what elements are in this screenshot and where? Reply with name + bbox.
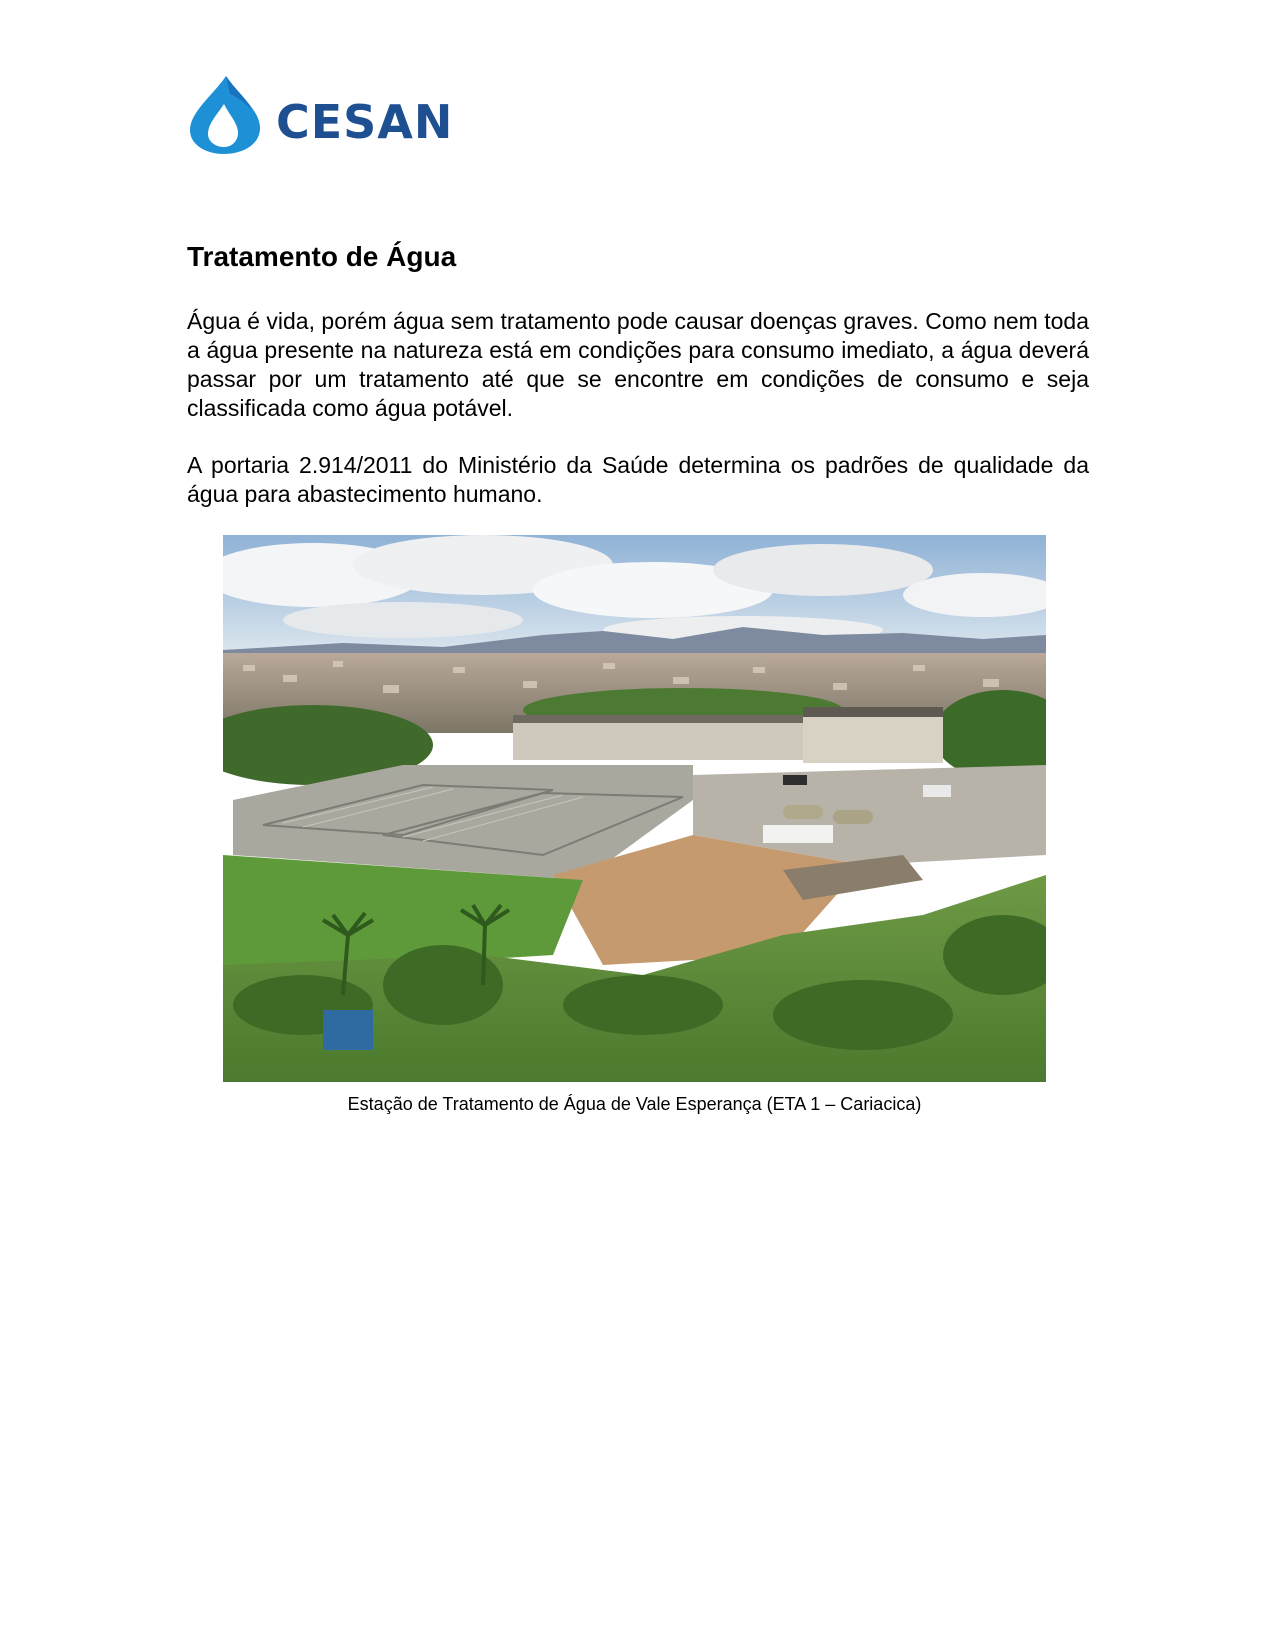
treatment-plant-photo — [223, 535, 1046, 1082]
regulation-paragraph: A portaria 2.914/2011 do Ministério da Saúde determina os padrões de qualidade da água para abastecimento humano. — [187, 452, 1089, 507]
page-title: Tratamento de Água — [187, 241, 457, 272]
water-drop-icon — [186, 74, 476, 156]
photo-caption: Estação de Tratamento de Água de Vale Esperança (ETA 1 – Cariacica) — [347, 1094, 922, 1114]
cesan-logo — [186, 74, 476, 156]
logo-text: CESAN — [276, 95, 454, 149]
intro-paragraph: Água é vida, porém água sem tratamento pode causar doenças graves. Como nem toda a água presente na natureza está em condições para consumo imediato, a água deverá passar por um tratamento até que se encontre em condições de consumo e seja classificada como água potável. — [187, 308, 1089, 421]
